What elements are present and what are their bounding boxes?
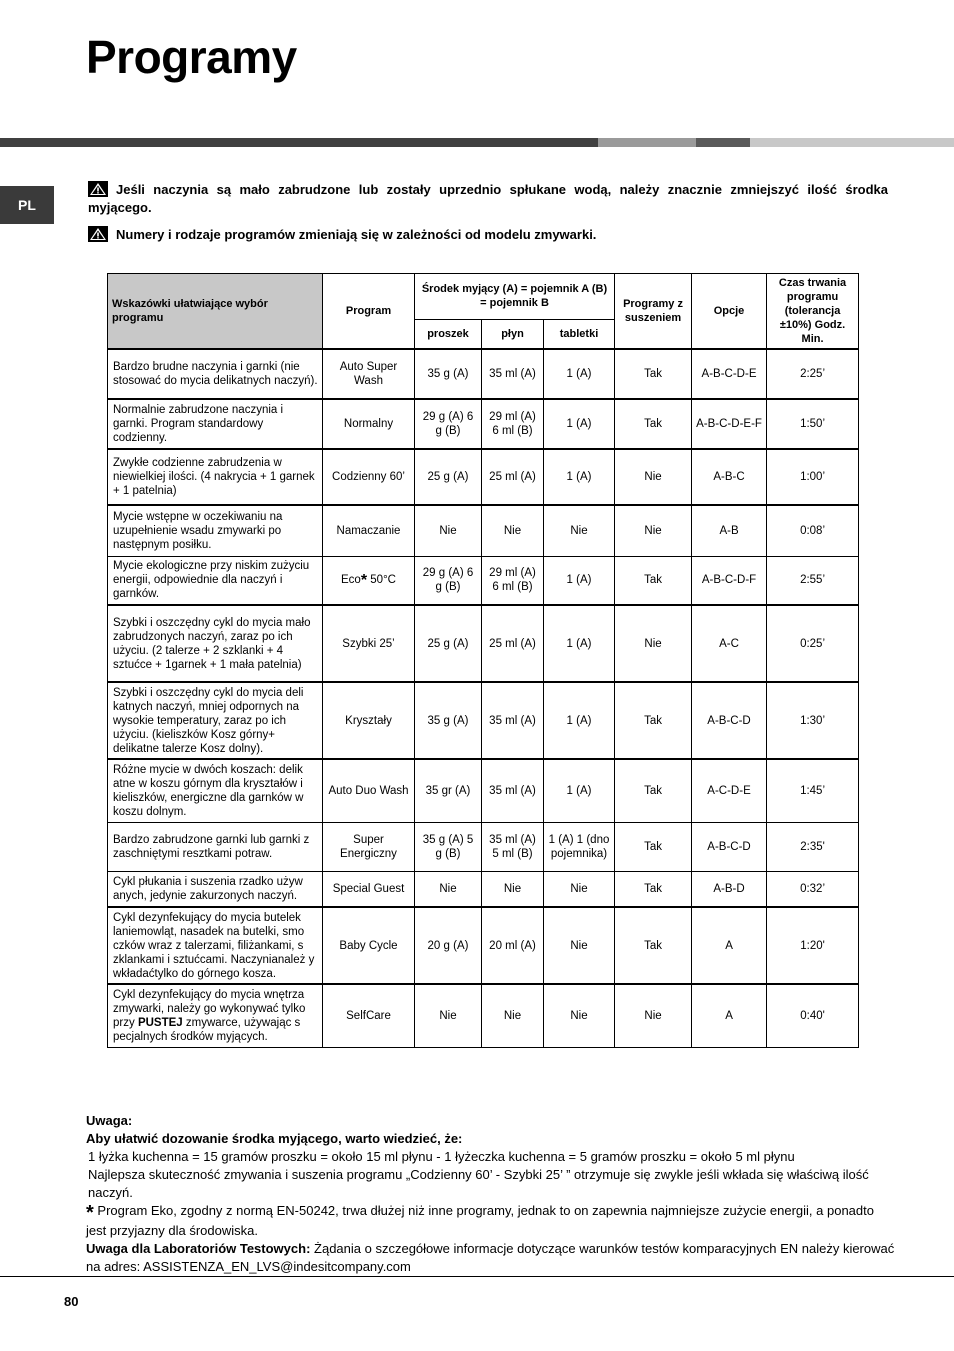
header-bar-dark [0, 138, 598, 147]
warning-note-1 [88, 181, 888, 217]
row-powder: 25 g (A) [415, 449, 482, 505]
row-powder: 35 g (A) [415, 349, 482, 399]
row-program: SelfCare [323, 984, 415, 1047]
row-liquid: 29 ml (A) 6 ml (B) [482, 399, 544, 449]
row-desc [108, 984, 323, 1047]
row-desc: Normalnie zabrudzone naczynia i garnki. Program standardowy codzienny. [108, 399, 323, 449]
header-program: Program [323, 274, 415, 350]
warning-icon [88, 181, 108, 197]
row-desc: Szybki i oszczędny cykl do mycia deli katnych naczyń, mniej odpornych na wysokie temperatury, zaraz po ich użyciu. (kieliszków Kosz górny+ delikatne talerze Kosz dolny). [108, 682, 323, 759]
row-drying: Tak [615, 822, 692, 871]
warning-icon [88, 226, 108, 242]
row-options: A-B-C [692, 449, 767, 505]
eco-star: * [360, 571, 368, 589]
row-drying: Tak [615, 907, 692, 984]
row-options: A-B-D [692, 871, 767, 907]
header-detergent: Środek myjący (A) = pojemnik A (B) = pojemnik B [415, 274, 615, 320]
row-desc: Bardzo brudne naczynia i garnki (nie stosować do mycia delikatnych naczyń). [108, 349, 323, 399]
row-powder: 29 g (A) 6 g (B) [415, 399, 482, 449]
row-desc: Cykl płukania i suszenia rzadko używ anych, jedynie zakurzonych naczyń. [108, 871, 323, 907]
desc-part-2: zmywarce, używając s pecjalnych środków myjących. [113, 1016, 301, 1043]
page-title: Programy [86, 31, 297, 83]
row-liquid: 35 ml (A) [482, 759, 544, 822]
row-powder: Nie [415, 505, 482, 556]
header-bar-dark-2 [696, 138, 750, 147]
notes-line-1: 1 łyżka kuchenna = 15 gramów proszku = około 15 ml płynu - 1 łyżeczka kuchenna = 5 gramów proszku = około 5 ml płynu [88, 1149, 795, 1164]
notes-section [86, 1112, 896, 1276]
row-tablets: Nie [544, 984, 615, 1047]
header-bar-mid [598, 138, 696, 147]
row-tablets: 1 (A) [544, 449, 615, 505]
table-row [108, 605, 859, 682]
row-powder: 29 g (A) 6 g (B) [415, 556, 482, 605]
eco-note-text: Program Eko, zgodny z normą EN-50242, trwa dłużej niż inne programy, jednak to on zapewnia najmniejsze zużycie energii, a ponadto jest przyjazny dla środowiska. [86, 1203, 874, 1238]
desc-part-1: Cykl dezynfekujący do mycia wnętrza zmywarki, należy go wykonywać tylko przy [113, 988, 306, 1029]
row-liquid: 25 ml (A) [482, 449, 544, 505]
desc-emphasis: PUSTEJ [137, 1016, 183, 1029]
row-desc: Mycie ekologiczne przy niskim zużyciu energii, odpowiednie dla naczyń i garnków. [108, 556, 323, 605]
row-program: Super Energiczny [323, 822, 415, 871]
warning-text-2: Numery i rodzaje programów zmieniają się w zależności od modelu zmywarki. [116, 227, 597, 242]
row-time: 2:55’ [767, 556, 859, 605]
row-tablets: Nie [544, 505, 615, 556]
row-tablets: 1 (A) [544, 349, 615, 399]
row-options: A-C-D-E [692, 759, 767, 822]
row-options: A-B-C-D [692, 682, 767, 759]
row-drying: Nie [615, 505, 692, 556]
table-row [108, 907, 859, 984]
row-time: 2:35' [767, 822, 859, 871]
row-time: 2:25’ [767, 349, 859, 399]
header-drying: Programy z suszeniem [615, 274, 692, 350]
row-liquid: Nie [482, 505, 544, 556]
table-row [108, 759, 859, 822]
row-program: Auto Duo Wash [323, 759, 415, 822]
row-time: 0:32’ [767, 871, 859, 907]
row-program: Baby Cycle [323, 907, 415, 984]
row-desc: Różne mycie w dwóch koszach: delik atne w koszu górnym dla kryształów i kieliszków, energiczne dla garnków w koszu dolnym. [108, 759, 323, 822]
row-drying: Tak [615, 349, 692, 399]
row-liquid: Nie [482, 871, 544, 907]
notes-line-2: Najlepsza skuteczność zmywania i suszenia programu „Codzienny 60’ - Szybki 25’ ” otrzymuje się zwykle jeśli wkłada się właściwą ilość naczyń. [88, 1167, 869, 1200]
row-time: 1:50’ [767, 399, 859, 449]
language-label: PL [18, 197, 36, 213]
row-drying: Tak [615, 871, 692, 907]
row-liquid: 35 ml (A) [482, 349, 544, 399]
row-drying: Tak [615, 556, 692, 605]
row-program: Normalny [323, 399, 415, 449]
row-time: 0:25’ [767, 605, 859, 682]
row-tablets: 1 (A) [544, 682, 615, 759]
program-name: Eco [341, 573, 361, 586]
row-tablets: Nie [544, 907, 615, 984]
table-row [108, 449, 859, 505]
row-program: Codzienny 60’ [323, 449, 415, 505]
header-powder: proszek [415, 319, 482, 349]
row-options: A-B-C-D-F [692, 556, 767, 605]
row-options: A-B [692, 505, 767, 556]
notes-subheading: Aby ułatwić dozowanie środka myjącego, warto wiedzieć, że: [86, 1131, 463, 1146]
row-time: 1:45’ [767, 759, 859, 822]
footer-divider [0, 1276, 954, 1277]
row-desc: Mycie wstępne w oczekiwaniu na uzupełnienie wsadu zmywarki po następnym posiłku. [108, 505, 323, 556]
row-liquid: Nie [482, 984, 544, 1047]
row-options: A-B-C-D-E [692, 349, 767, 399]
notes-heading: Uwaga: [86, 1113, 133, 1128]
row-drying: Nie [615, 449, 692, 505]
row-powder: Nie [415, 871, 482, 907]
row-desc: Bardzo zabrudzone garnki lub garnki z zaschniętymi resztkami potraw. [108, 822, 323, 871]
header-liquid: płyn [482, 319, 544, 349]
row-options: A-C [692, 605, 767, 682]
lab-note-text: Żądania o szczegółowe informacje dotyczące warunków testów komparacyjnych EN należy kierować na adres: ASSISTENZA_EN_LVS@indesitcompany.com [86, 1241, 895, 1274]
header-bar-light [750, 138, 954, 147]
row-powder: 35 g (A) [415, 682, 482, 759]
table-row [108, 556, 859, 605]
table-row [108, 822, 859, 871]
row-drying: Nie [615, 605, 692, 682]
row-drying: Tak [615, 759, 692, 822]
header-tablets: tabletki [544, 319, 615, 349]
row-program: Kryształy [323, 682, 415, 759]
row-liquid: 25 ml (A) [482, 605, 544, 682]
table-row [108, 871, 859, 907]
row-options: A [692, 907, 767, 984]
row-powder: Nie [415, 984, 482, 1047]
row-tablets: Nie [544, 871, 615, 907]
row-drying: Nie [615, 984, 692, 1047]
row-powder: 35 g (A) 5 g (B) [415, 822, 482, 871]
row-program: Auto Super Wash [323, 349, 415, 399]
row-program: Szybki 25’ [323, 605, 415, 682]
table-row [108, 399, 859, 449]
row-desc: Zwykłe codzienne zabrudzenia w niewielkiej ilości. (4 nakrycia + 1 garnek + 1 patelnia) [108, 449, 323, 505]
row-program: Namaczanie [323, 505, 415, 556]
row-liquid: 35 ml (A) 5 ml (B) [482, 822, 544, 871]
row-tablets: 1 (A) [544, 759, 615, 822]
row-powder: 25 g (A) [415, 605, 482, 682]
row-drying: Tak [615, 682, 692, 759]
page-number: 80 [64, 1294, 79, 1309]
row-time: 0:40' [767, 984, 859, 1047]
row-time: 1:20' [767, 907, 859, 984]
header-options: Opcje [692, 274, 767, 350]
row-time: 0:08’ [767, 505, 859, 556]
row-options: A-B-C-D [692, 822, 767, 871]
row-tablets: 1 (A) [544, 605, 615, 682]
eco-note [86, 1202, 896, 1240]
row-tablets: 1 (A) [544, 556, 615, 605]
row-drying: Tak [615, 399, 692, 449]
language-tab [0, 186, 54, 224]
header-tips: Wskazówki ułatwiające wybór programu [108, 274, 323, 350]
row-program: Special Guest [323, 871, 415, 907]
row-time: 1:00’ [767, 449, 859, 505]
table-row [108, 505, 859, 556]
row-liquid: 20 ml (A) [482, 907, 544, 984]
row-liquid: 29 ml (A) 6 ml (B) [482, 556, 544, 605]
row-liquid: 35 ml (A) [482, 682, 544, 759]
row-desc: Szybki i oszczędny cykl do mycia mało zabrudzonych naczyń, zaraz po ich użyciu. (2 talerze + 2 szklanki + 4 sztućce + 1garnek + 1 mała patelnia) [108, 605, 323, 682]
row-options: A [692, 984, 767, 1047]
lab-note-label: Uwaga dla Laboratoriów Testowych: [86, 1241, 311, 1256]
row-program [323, 556, 415, 605]
table-row [108, 984, 859, 1047]
table-row [108, 682, 859, 759]
lab-note [86, 1240, 896, 1276]
row-time: 1:30’ [767, 682, 859, 759]
table-row [108, 349, 859, 399]
row-tablets: 1 (A) [544, 399, 615, 449]
row-desc: Cykl dezynfekujący do mycia butelek laniemowląt, nasadek na butelki, smo czków wraz z talerzami, filiżankami, s zklankami i sztućcami. Naczynianależ y wkładaćtylko do górnego kosza. [108, 907, 323, 984]
warning-text-1: Jeśli naczynia są mało zabrudzone lub zostały uprzednio spłukane wodą, należy znacznie zmniejszyć ilość środka myjącego. [88, 182, 888, 215]
eco-note-star: * [86, 1202, 94, 1224]
row-powder: 20 g (A) [415, 907, 482, 984]
header-duration: Czas trwania programu (tolerancja ±10%) Godz. Min. [767, 274, 859, 350]
warning-note-2 [88, 226, 888, 244]
program-temperature: 50°C [370, 573, 396, 586]
row-powder: 35 gr (A) [415, 759, 482, 822]
programs-table [107, 273, 859, 1048]
row-tablets: 1 (A) 1 (dno pojemnika) [544, 822, 615, 871]
row-options: A-B-C-D-E-F [692, 399, 767, 449]
